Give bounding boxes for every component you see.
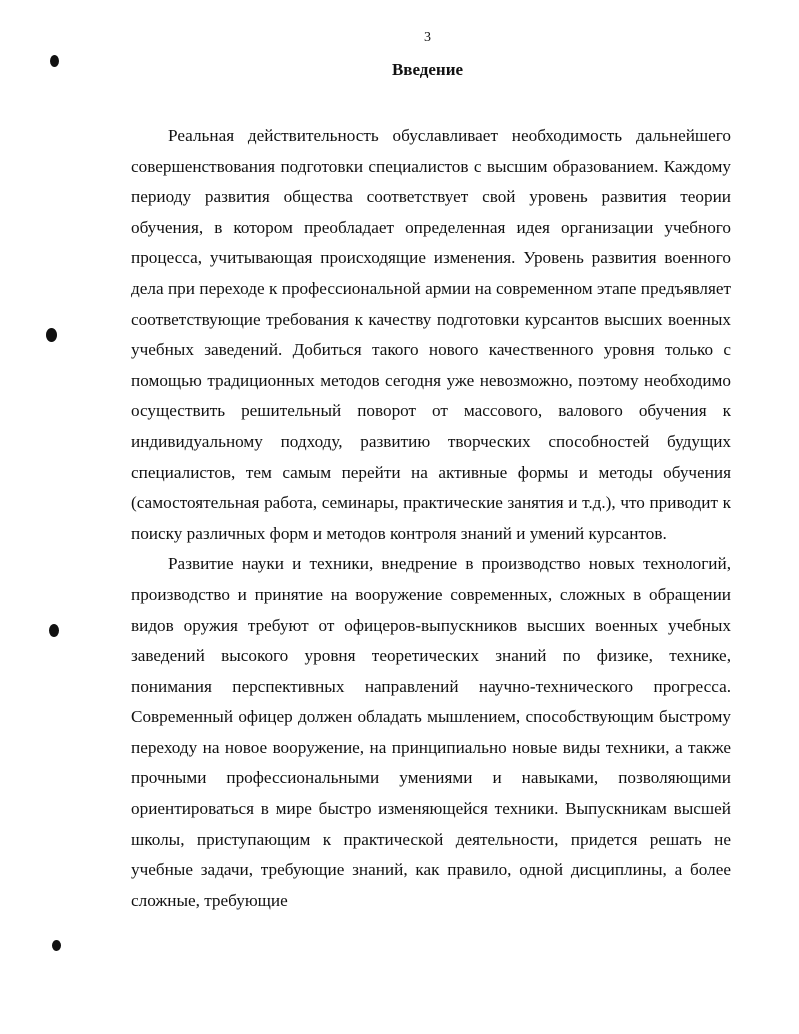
paragraph-science: Развитие науки и техники, внедрение в производство новых технологий, производство и принятие на вооружение современных, сложных в обращении видов оружия требуют от офицеров-выпускников высших военных учебных заведений высокого уровня теоретических знаний по физике, технике, понимания перспективных направлений научно-технического прогресса. Современный офицер должен обладать мышлением, способствующим быстрому переходу на новое вооружение, на принципиально новые виды техники, а также прочными профессиональными умениями и навыками, позволяющими ориентироваться в мире быстро изменяющейся техники. Выпускникам высшей школы, приступающим к практической деятельности, придется решать не учебные задачи, требующие знаний, как правило, одной дисциплины, а более сложные, требующие <box>131 554 731 910</box>
binder-hole-mark <box>46 328 57 342</box>
paragraph-intro: Реальная действительность обуславливает необходимость дальнейшего совершенствования подготовки специалистов с высшим образованием. Каждому периоду развития общества соответствует свой уровень развития теории обучения, в котором преобладает определенная идея организации учебного процесса, учитывающая происходящие изменения. Уровень развития военного дела при переходе к профессиональной армии на современном этапе предъявляет соответствующие требования к качеству подготовки курсантов высших военных учебных заведений. Добиться такого нового качественного уровня только с помощью традиционных методов сегодня уже невозможно, поэтому необходимо осуществить решительный поворот от массового, валового обучения к индивидуальному подходу, развитию творческих способностей будущих специалистов, тем самым перейти на активные формы и методы обучения (самостоятельная работа, семинары, практические занятия и т.д.), что приводит к поиску различных форм и методов контроля знаний и умений курсантов. <box>131 126 731 543</box>
binder-hole-mark <box>52 940 61 951</box>
body-text <box>131 121 731 916</box>
binder-hole-mark <box>49 624 59 637</box>
page-number: 3 <box>424 30 431 45</box>
page-title: Введение <box>391 60 464 79</box>
